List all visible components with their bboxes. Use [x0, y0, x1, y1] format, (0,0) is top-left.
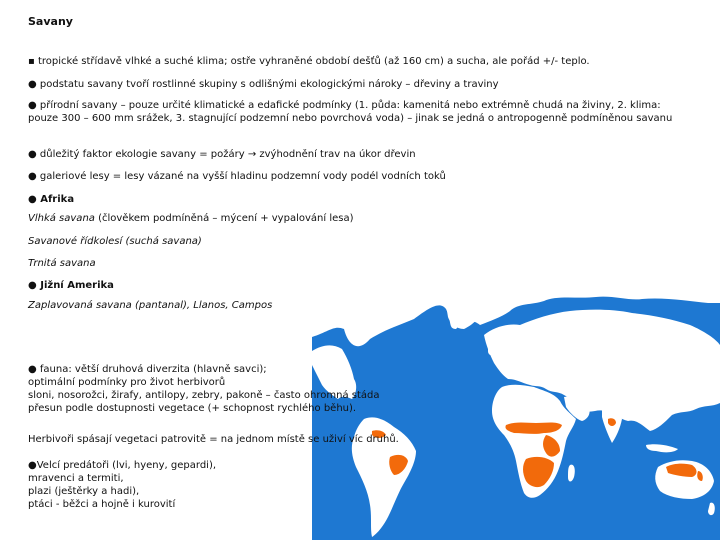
- wet-savanna-term: Vlhká savana: [28, 213, 95, 224]
- paragraph-fires: [28, 148, 690, 161]
- predators-line-3: plazi (ještěrky a hadi),: [28, 486, 140, 497]
- heading-text: Afrika: [40, 194, 75, 205]
- predators-block: [28, 459, 690, 511]
- paragraph-text: podstatu savany tvoří rostlinné skupiny s odlišnými ekologickými nároky – dřeviny a traviny: [39, 79, 499, 90]
- page-title: Savany: [28, 15, 73, 28]
- africa-thorn-savanna: Trnitá savana: [28, 258, 96, 269]
- africa-wet-savanna: [28, 212, 690, 225]
- paragraph-text: důležitý faktor ekologie savany = požáry → zvýhodnění trav na úkor dřevin: [39, 149, 416, 160]
- fauna-line-3: sloni, nosorožci, žirafy, antilopy, zebry, pakoně – často ohromná stáda: [28, 390, 380, 401]
- bullet: ●: [28, 149, 40, 160]
- predators-line-2: mravenci a termiti,: [28, 473, 124, 484]
- paragraph-climate: [28, 55, 690, 68]
- paragraph-gallery-forests: [28, 170, 690, 183]
- africa-dry-savanna: Savanové řídkolesí (suchá savana): [28, 236, 202, 247]
- south-america-types: Zaplavovaná savana (pantanal), Llanos, Campos: [28, 300, 273, 311]
- predators-line-1: ●Velcí predátoři (lvi, hyeny, gepardi),: [28, 460, 217, 471]
- paragraph-text: galeriové lesy = lesy vázané na vyšší hladinu podzemní vody podél vodních toků: [39, 171, 446, 182]
- bullet: ▪: [28, 56, 38, 67]
- paragraph-composition: [28, 78, 690, 91]
- paragraph-text: tropické střídavě vlhké a suché klima; ostře vyhraněné období dešťů (až 160 cm) a sucha, ale pořád +/- teplo.: [37, 56, 590, 67]
- bullet: ●: [28, 100, 40, 111]
- bullet: ●: [28, 194, 41, 205]
- paragraph-natural-savanna: [28, 99, 690, 125]
- herbivores-paragraph: Herbivoři spásají vegetaci patrovitě = na jednom místě se uživí víc druhů.: [28, 434, 399, 445]
- paragraph-text: přírodní savany – pouze určité klimatické a edafické podmínky (1. půda: kamenitá nebo extrémně chudá na živiny, 2. klima: pouze 300 – 600 mm srážek, 3. stagnující podzemní nebo povrchová voda) – jinak se jedná o antropogenně podmíněnou savanu: [28, 100, 673, 124]
- wet-savanna-note: (člověkem podmíněná – mýcení + vypalování lesa): [94, 213, 354, 224]
- fauna-line-1: ● fauna: větší druhová diverzita (hlavně savci);: [28, 364, 267, 375]
- heading-africa: [28, 193, 690, 206]
- predators-line-4: ptáci - běžci a hojně i kurovití: [28, 499, 176, 510]
- bullet: ●: [28, 171, 40, 182]
- fauna-block: [28, 363, 690, 415]
- bullet: ●: [28, 280, 41, 291]
- fauna-line-2: optimální podmínky pro život herbivorů: [28, 377, 226, 388]
- bullet: ●: [28, 79, 40, 90]
- heading-south-america: [28, 279, 690, 292]
- fauna-line-4: přesun podle dostupnosti vegetace (+ schopnost rychlého běhu).: [28, 403, 357, 414]
- heading-text: Jižní Amerika: [40, 280, 114, 291]
